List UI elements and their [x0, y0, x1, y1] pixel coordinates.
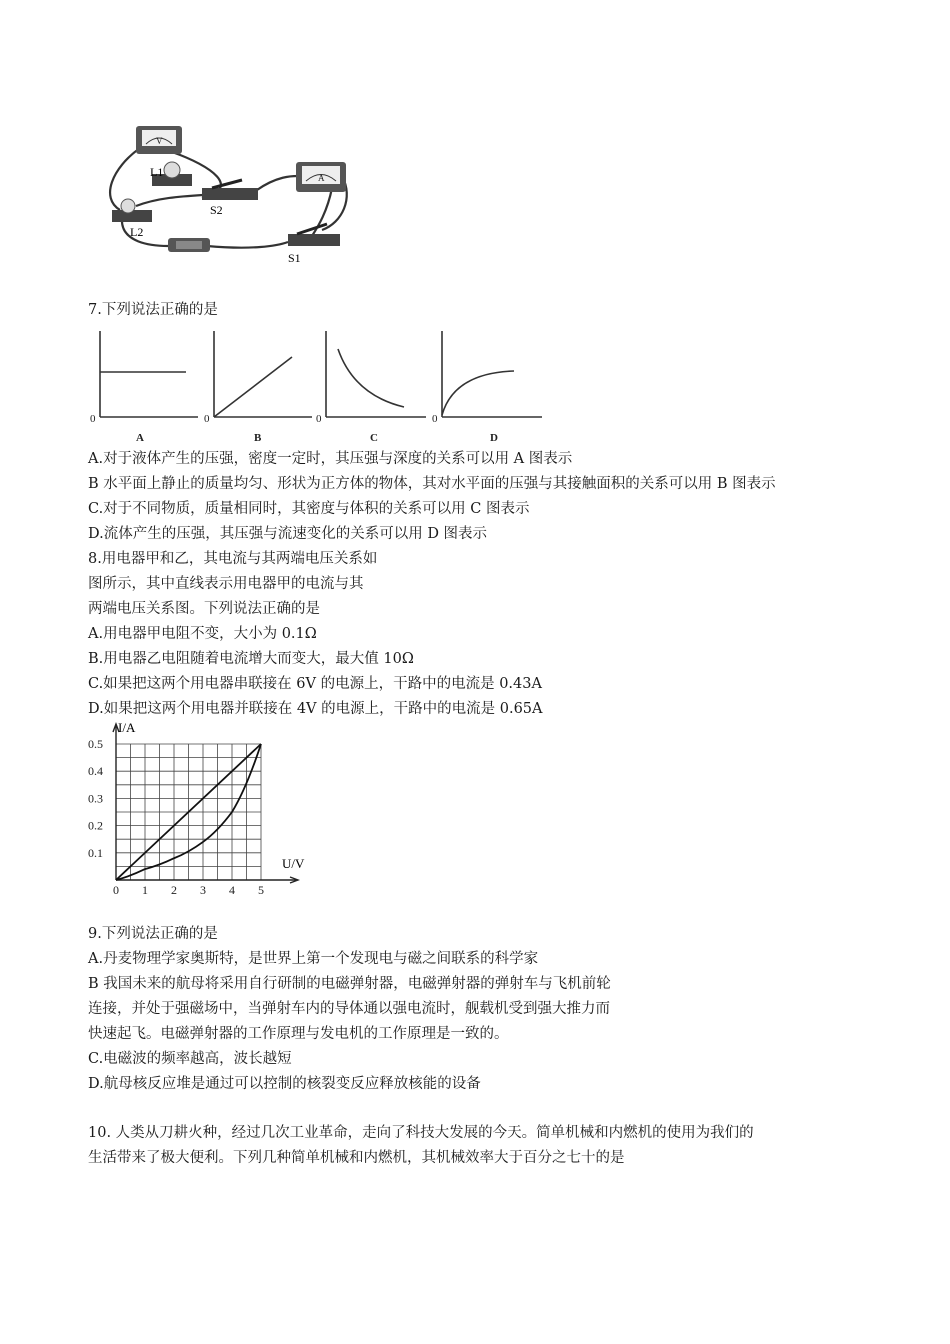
q9-line-3: 连接，并处于强磁场中，当弹射车内的导体通以强电流时，舰载机受到强大推力而	[88, 1001, 610, 1017]
q9-line-4: 快速起飞。电磁弹射器的工作原理与发电机的工作原理是一致的。	[88, 1026, 509, 1042]
q7-option-a: A.对于液体产生的压强，密度一定时，其压强与深度的关系可以用 A 图表示	[88, 451, 573, 467]
iu-chart	[86, 718, 326, 898]
x-tick-label: 1	[142, 883, 148, 897]
ammeter-label: A	[318, 173, 325, 183]
x-tick-label: 2	[171, 883, 177, 897]
graph-d-label: D	[490, 432, 498, 444]
y-tick-label: 0.1	[88, 845, 103, 860]
q7-option-c: C.对于不同物质，质量相同时，其密度与体积的关系可以用 C 图表示	[88, 501, 530, 517]
circuit-figure	[92, 118, 362, 268]
q10-line-2: 生活带来了极大便利。下列几种简单机械和内燃机，其机械效率大于百分之七十的是	[88, 1150, 625, 1166]
q7-stem: 7.下列说法正确的是	[88, 302, 218, 318]
q8-option-a: A.用电器甲电阻不变，大小为 0.1Ω	[88, 626, 317, 642]
q7-option-b: B 水平面上静止的质量均匀、形状为正方体的物体，其对水平面的压强与其接触面积的关系可以用 B 图表示	[88, 476, 776, 492]
q8-option-d: D.如果把这两个用电器并联接在 4V 的电源上，干路中的电流是 0.65A	[88, 701, 543, 717]
x-tick-label: 3	[200, 883, 206, 897]
q7-option-d: D.流体产生的压强，其压强与流速变化的关系可以用 D 图表示	[88, 526, 488, 542]
q8-stem-line-2: 图所示，其中直线表示用电器甲的电流与其	[88, 576, 364, 592]
y-tick-label: 0.2	[88, 818, 103, 833]
voltmeter-label: V	[156, 136, 163, 146]
y-tick-label: 0.5	[88, 737, 103, 751]
y-tick-label: 0.3	[88, 791, 103, 806]
graph-b-origin: 0	[204, 413, 210, 425]
graph-c-label: C	[370, 432, 378, 444]
q8-stem-line-1: 8.用电器甲和乙，其电流与其两端电压关系如	[88, 551, 378, 567]
q8-option-c: C.如果把这两个用电器串联接在 6V 的电源上，干路中的电流是 0.43A	[88, 676, 542, 692]
label-s2: S2	[210, 203, 223, 217]
graph-b-label: B	[254, 432, 262, 444]
q10-line-1: 10. 人类从刀耕火种，经过几次工业革命，走向了科技大发展的今天。简单机械和内燃机的使用为我们的	[88, 1125, 754, 1141]
graph-a-origin: 0	[90, 413, 96, 425]
q8-option-b: B.用电器乙电阻随着电流增大而变大，最大值 10Ω	[88, 651, 414, 667]
label-l1: L1	[150, 165, 164, 179]
q7-graphs	[86, 325, 556, 447]
x-tick-label: 4	[229, 883, 235, 897]
y-axis-label: I/A	[118, 720, 136, 735]
graph-c-origin: 0	[316, 413, 322, 425]
label-l2: L2	[130, 225, 144, 239]
x-tick-label: 0	[113, 883, 119, 897]
graph-a-label: A	[136, 432, 144, 444]
q8-stem-line-3: 两端电压关系图。下列说法正确的是	[88, 601, 320, 617]
q9-line-5: C.电磁波的频率越高，波长越短	[88, 1051, 292, 1067]
y-tick-label: 0.4	[88, 764, 103, 779]
q9-line-6: D.航母核反应堆是通过可以控制的核裂变反应释放核能的设备	[88, 1076, 481, 1092]
q9-line-2: B 我国未来的航母将采用自行研制的电磁弹射器，电磁弹射器的弹射车与飞机前轮	[88, 976, 611, 992]
q9-stem: 9.下列说法正确的是	[88, 926, 218, 942]
x-tick-label: 5	[258, 883, 264, 897]
graph-d-origin: 0	[432, 413, 438, 425]
q9-line-1: A.丹麦物理学家奥斯特，是世界上第一个发现电与磁之间联系的科学家	[88, 951, 539, 967]
x-axis-label: U/V	[282, 856, 305, 871]
label-s1: S1	[288, 251, 301, 265]
